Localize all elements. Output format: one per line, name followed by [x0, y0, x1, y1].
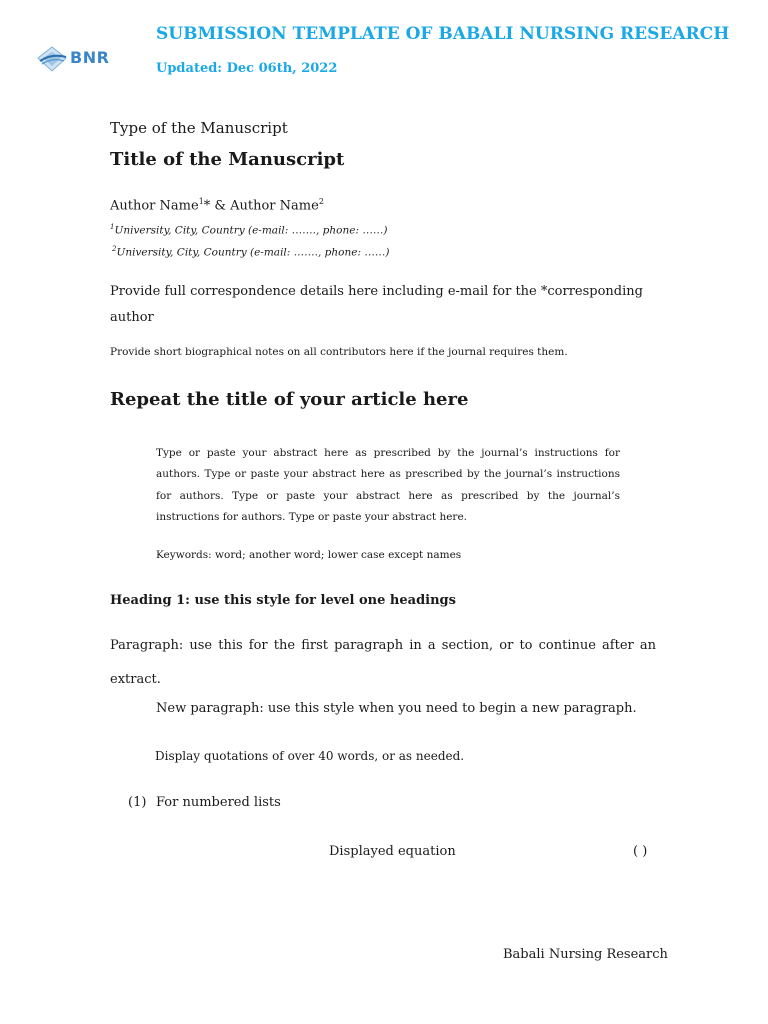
affiliation-1 [110, 223, 387, 237]
correspondence-details: Provide full correspondence details here including e-mail for the *corresponding author [110, 284, 643, 325]
affiliation-text: University, City, Country (e-mail: ……., phone: ……) [116, 246, 390, 259]
author-sup-1: 1 [198, 197, 204, 206]
footer-journal-name: Babali Nursing Research [503, 947, 668, 962]
list-marker: (1) [128, 795, 147, 810]
bnr-logo-icon [36, 44, 70, 74]
manuscript-type: Type of the Manuscript [110, 119, 288, 137]
heading-level-1: Heading 1: use this style for level one headings [110, 593, 456, 608]
first-paragraph: Paragraph: use this for the first paragraph in a section, or to continue after an extract. [110, 638, 656, 687]
author-sup-2: 2 [318, 197, 324, 206]
updated-date: Updated: Dec 06th, 2022 [156, 61, 338, 76]
displayed-equation: Displayed equation [329, 844, 456, 859]
template-title: SUBMISSION TEMPLATE OF BABALI NURSING RESEARCH [156, 24, 730, 44]
list-item: For numbered lists [156, 795, 281, 810]
logo-text: BNR [70, 48, 110, 67]
affiliation-text: University, City, Country (e-mail: ……., phone: ……) [114, 224, 388, 237]
author-name-1: Author Name [110, 198, 199, 214]
keywords: Keywords: word; another word; lower case except names [156, 549, 462, 561]
abstract: Type or paste your abstract here as prescribed by the journal’s instructions for authors. Type or paste your abstract here as prescribed by the journal’s instructions for authors. Type or paste your abstract here as prescribed by the journal’s instructions for authors. Type or paste your abstract here. [156, 447, 620, 524]
corresponding-star: * [203, 198, 211, 214]
affiliation-sup: 1 [110, 223, 115, 231]
author-line [110, 197, 324, 213]
equation-number: ( ) [633, 844, 648, 859]
article-title: Repeat the title of your article here [110, 389, 469, 410]
manuscript-title: Title of the Manuscript [110, 149, 345, 170]
display-quotation: Display quotations of over 40 words, or as needed. [155, 749, 465, 763]
author-name-2: Author Name [230, 198, 319, 214]
affiliation-sup: 2 [112, 245, 117, 253]
affiliation-2 [112, 245, 389, 259]
biographical-notes: Provide short biographical notes on all contributors here if the journal requires them. [110, 346, 568, 358]
new-paragraph: New paragraph: use this style when you need to begin a new paragraph. [156, 701, 637, 716]
author-joiner: & [210, 198, 231, 214]
bnr-logo [36, 44, 116, 76]
